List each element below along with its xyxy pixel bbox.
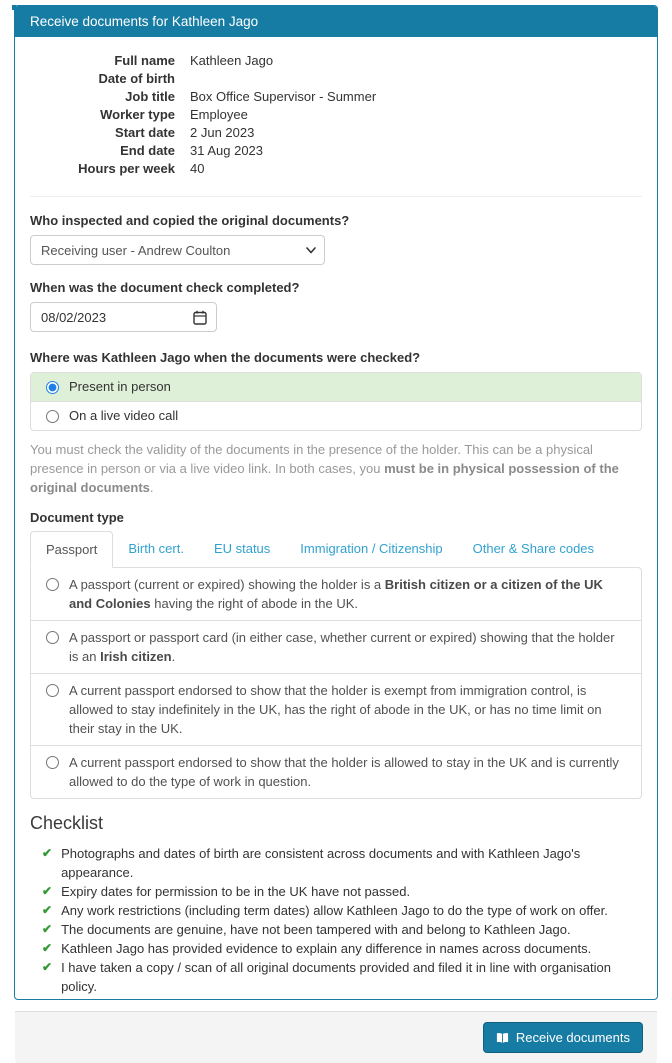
location-option[interactable]	[31, 401, 641, 430]
book-icon	[496, 1032, 509, 1044]
checklist-item	[42, 844, 642, 882]
info-row-label: Hours per week	[78, 161, 175, 176]
employee-info	[30, 52, 642, 178]
document-option-radio[interactable]	[46, 578, 59, 591]
checklist-item-text: The documents are genuine, have not been tampered with and belong to Kathleen Jago.	[61, 922, 571, 937]
info-row-label: Full name	[114, 53, 175, 68]
location-option-label: On a live video call	[69, 408, 179, 423]
tab-birth-cert[interactable]: Birth cert.	[128, 541, 184, 556]
receive-documents-panel	[14, 5, 658, 1045]
check-icon: ✔	[42, 922, 53, 936]
info-row	[30, 124, 642, 142]
document-option-label: A current passport endorsed to show that the holder is exempt from immigration control, is allowed to stay indefinitely in the UK, has the right of abode in the UK, or has no time limit on their stay in the UK.	[69, 683, 602, 736]
location-option-radio[interactable]	[46, 381, 59, 394]
check-icon: ✔	[42, 884, 53, 898]
checklist-item	[42, 958, 642, 996]
check-icon: ✔	[42, 903, 53, 917]
document-option-label: A passport (current or expired) showing the holder is a British citizen or a citizen of the UK and Colonies having the right of abode in the UK.	[69, 577, 603, 611]
document-option-label: A passport or passport card (in either case, whether current or expired) showing that the holder is an Irish citizen.	[69, 630, 615, 664]
info-row-value: 2 Jun 2023	[190, 125, 255, 140]
receive-documents-label: Receive documents	[515, 1030, 630, 1045]
checklist	[30, 844, 642, 996]
tab-immigration-citizenship[interactable]: Immigration / Citizenship	[300, 541, 443, 556]
checklist-item	[42, 901, 642, 920]
help-text-prefix: You must check the validity of the documents in the presence of the holder. This can be a physical presence in person or via a live video link. In both cases, you	[30, 442, 593, 476]
checklist-item	[42, 882, 642, 901]
checklist-item-text: Kathleen Jago has provided evidence to explain any difference in names across documents.	[61, 941, 592, 956]
document-option[interactable]	[31, 620, 641, 673]
document-type-tabs	[30, 531, 642, 567]
location-question: Where was Kathleen Jago when the documents were checked?	[30, 350, 421, 365]
panel-title: Receive documents for Kathleen Jago	[15, 6, 657, 37]
info-row	[30, 142, 642, 160]
receive-documents-button[interactable]	[483, 1022, 643, 1053]
checklist-item-text: Any work restrictions (including term dates) allow Kathleen Jago to do the type of work on offer.	[61, 903, 608, 918]
checklist-item-text: Expiry dates for permission to be in the UK have not passed.	[61, 884, 411, 899]
inspector-select-wrap	[30, 235, 325, 265]
info-row-label: Job title	[125, 89, 175, 104]
location-option-label: Present in person	[69, 379, 171, 394]
check-date-wrap	[30, 302, 217, 332]
check-icon: ✔	[42, 941, 53, 955]
checklist-item	[42, 920, 642, 939]
tab-passport[interactable]: Passport	[30, 531, 113, 568]
document-type-label: Document type	[30, 510, 124, 525]
info-row-value: 40	[190, 161, 205, 176]
location-option[interactable]	[31, 373, 641, 401]
check-icon: ✔	[42, 960, 53, 974]
check-date-input[interactable]	[30, 302, 217, 332]
divider	[30, 196, 642, 197]
help-text-suffix: .	[149, 480, 154, 495]
info-row	[30, 88, 642, 106]
document-option-list	[30, 567, 642, 799]
info-row	[30, 70, 642, 88]
document-option-radio[interactable]	[46, 756, 59, 769]
tab-other-share-codes[interactable]: Other & Share codes	[472, 541, 595, 556]
document-option-radio[interactable]	[46, 631, 59, 644]
info-row-value: 31 Aug 2023	[190, 143, 264, 158]
document-option[interactable]	[31, 673, 641, 745]
document-option-radio[interactable]	[46, 684, 59, 697]
info-row-label: End date	[120, 143, 175, 158]
checklist-item-text: I have taken a copy / scan of all original documents provided and filed it in line with organisation policy.	[61, 960, 611, 994]
info-row-value: Kathleen Jago	[190, 53, 274, 68]
inspector-question: Who inspected and copied the original documents?	[30, 213, 350, 228]
info-row	[30, 160, 642, 178]
document-option[interactable]	[31, 568, 641, 620]
info-row-value: Box Office Supervisor - Summer	[190, 89, 377, 104]
info-row-label: Worker type	[100, 107, 175, 122]
check-icon: ✔	[42, 846, 53, 860]
help-text-bold: must be in physical possession of the original documents	[30, 461, 619, 495]
viewport-artifact	[12, 5, 16, 10]
location-option-radio[interactable]	[46, 410, 59, 423]
checklist-item	[42, 939, 642, 958]
document-option-label: A current passport endorsed to show that the holder is allowed to stay in the UK and is currently allowed to do the type of work in question.	[69, 755, 619, 789]
info-row	[30, 52, 642, 70]
checklist-title: Checklist	[30, 813, 104, 833]
panel-footer	[15, 1011, 657, 1063]
info-row	[30, 106, 642, 124]
document-option[interactable]	[31, 745, 641, 798]
checklist-item-text: Photographs and dates of birth are consistent across documents and with Kathleen Jago's appearance.	[61, 846, 581, 880]
info-row-label: Date of birth	[98, 71, 175, 86]
location-help-text	[30, 440, 642, 497]
inspector-select[interactable]	[30, 235, 325, 265]
check-date-question: When was the document check completed?	[30, 280, 300, 295]
info-row-label: Start date	[115, 125, 175, 140]
tab-eu-status[interactable]: EU status	[213, 541, 271, 556]
panel-body	[15, 37, 657, 1011]
info-row-value: Employee	[190, 107, 248, 122]
location-option-list	[30, 372, 642, 431]
